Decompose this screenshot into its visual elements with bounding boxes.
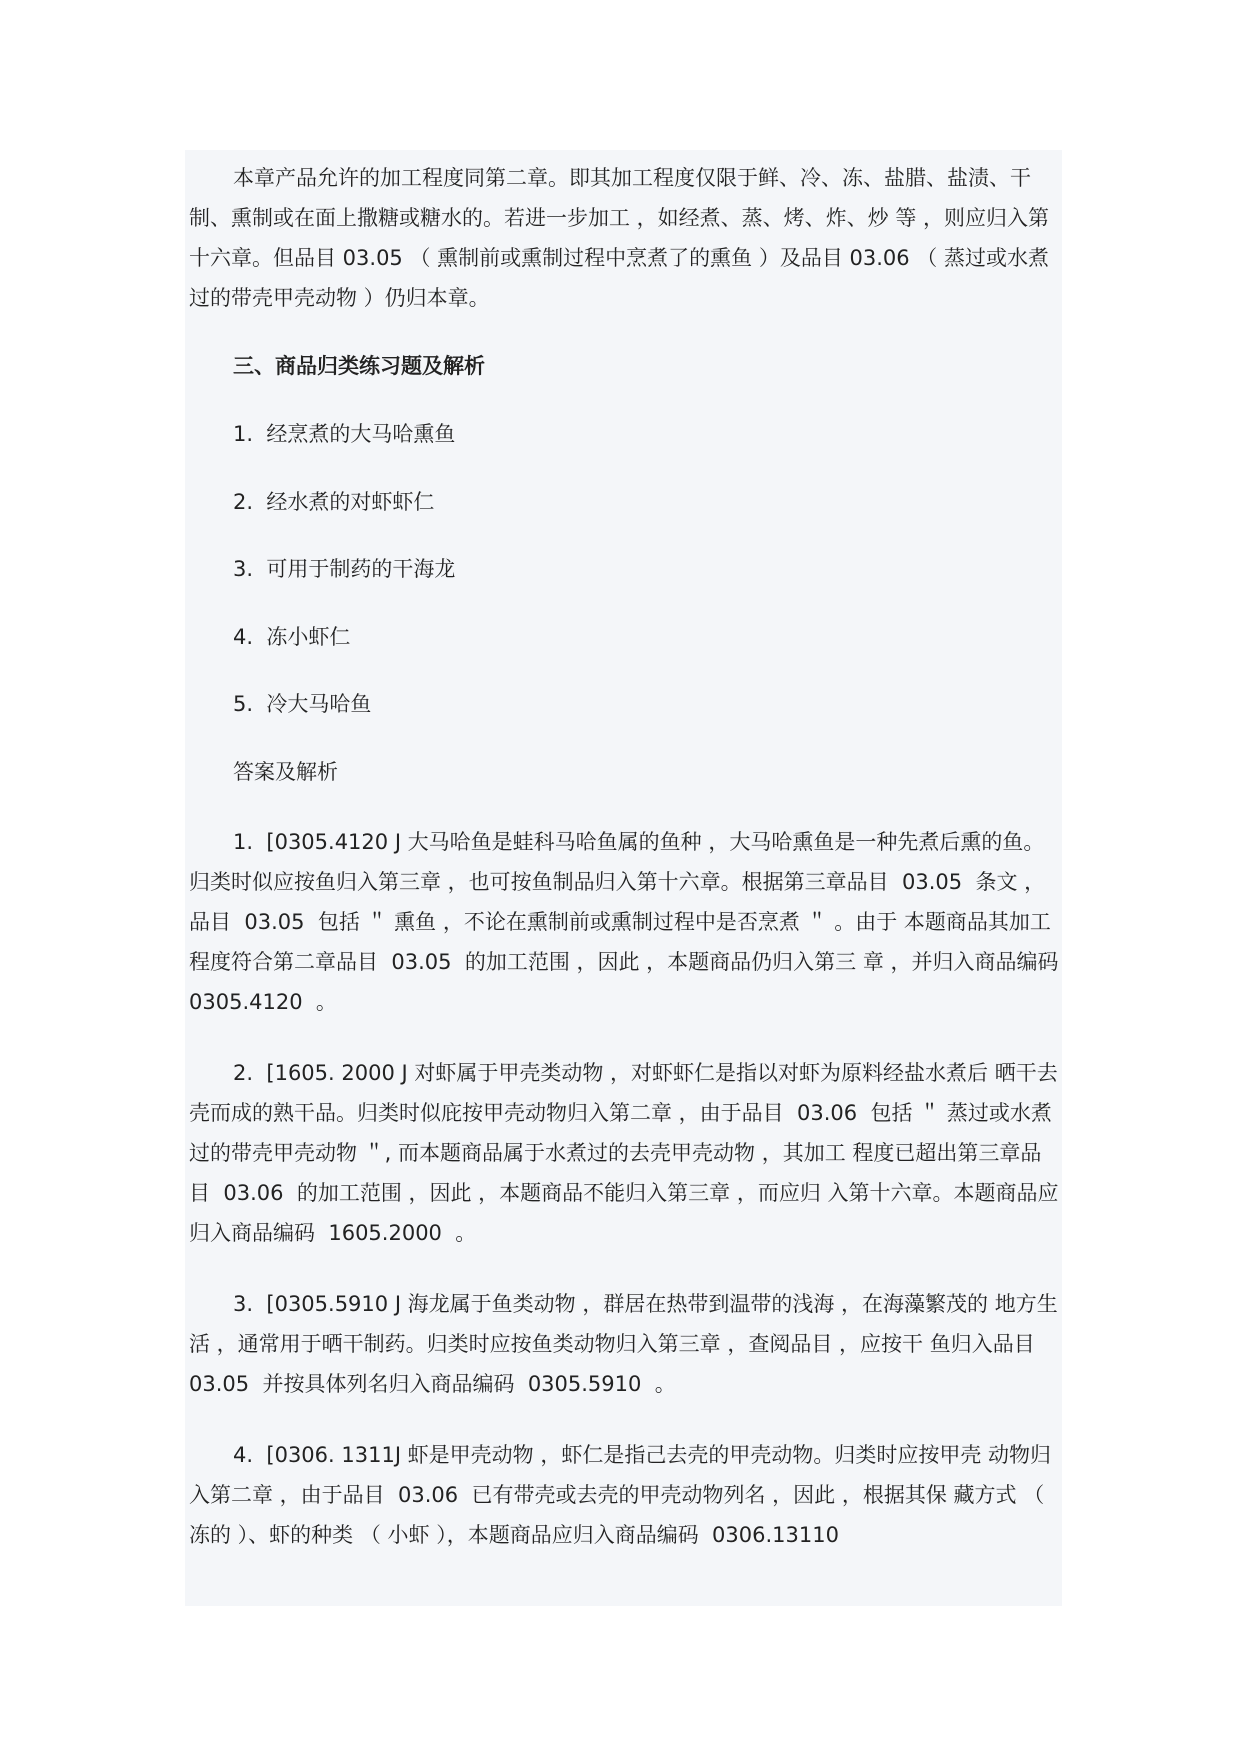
question-item: 4. 冻小虾仁: [233, 625, 351, 649]
answer-paragraph: 2. [1605. 2000 J 对虾属于甲壳类动物 ，对虾虾仁是指以对虾为原料经盐水煮后 晒干去壳而成的熟干品。归类时似庇按甲壳动物归入第二章 ，由于品目 03.06 包括 ＂ 蒸过或水煮过的带壳甲壳动物 ＂, 而本题商品属于水煮过的去壳甲壳动物 ，其加工 程度已超出第三章品目 03.06 的加工范围 ，因此 ，本题商品不能归入第三章 ，而应归 入第十六章。本题商品应归入商品编码 1605.2000 。: [189, 1061, 1059, 1245]
answer-paragraph: 3. [0305.5910 J 海龙属于鱼类动物 ，群居在热带到温带的浅海 ，在海藻繁茂的 地方生活 ，通常用于晒干制药。归类时应按鱼类动物归入第三章 ，查阅品目 ，应按干 鱼归入品目 03.05 并按具体列名归入商品编码 0305.5910 。: [189, 1292, 1058, 1396]
intro-paragraph: 本章产品允许的加工程度同第二章。即其加工程度仅限于鲜、冷、冻、盐腊、盐渍、干制、熏制或在面上撒糖或糖水的。若进一步加工 ，如经煮、蒸、烤、炸、炒 等 ，则应归入第十六章。但品目 03.05 （ 熏制前或熏制过程中烹煮了的熏鱼 ）及品目 03.06 （ 蒸过或水煮过的带壳甲壳动物 ）仍归本章。: [189, 166, 1050, 310]
question-item: 5. 冷大马哈鱼: [233, 692, 372, 716]
question-item: 1. 经烹煮的大马哈熏鱼: [233, 422, 456, 446]
answers-heading: 答案及解析: [233, 760, 338, 784]
answer-paragraph: 1. [0305.4120 J 大马哈鱼是蛙科马哈鱼属的鱼种 ，大马哈熏鱼是一种先煮后熏的鱼。归类时似应按鱼归入第三章 ，也可按鱼制品归入第十六章。根据第三章品目 03.05 条文 ，品目 03.05 包括 ＂ 熏鱼 ，不论在熏制前或熏制过程中是否烹煮 ＂ 。由于 本题商品其加工程度符合第二章品目 03.05 的加工范围 ，因此 ，本题商品仍归入第三 章 ，并归入商品编码 0305.4120 。: [189, 830, 1072, 1014]
answer-paragraph: 4. [0306. 1311J 虾是甲壳动物 ，虾仁是指己去壳的甲壳动物。归类时应按甲壳 动物归入第二章 ，由于品目 03.06 已有带壳或去壳的甲壳动物列名 ，因此 ，根据其保 藏方式 （ 冻的 ）、虾的种类 （ 小虾 ），本题商品应归入商品编码 0306.13110: [189, 1443, 1052, 1547]
question-item: 2. 经水煮的对虾虾仁: [233, 490, 435, 514]
section-heading: 三、商品归类练习题及解析: [233, 354, 485, 378]
question-item: 3. 可用于制药的干海龙: [233, 557, 456, 581]
document-body: [189, 158, 1072, 1555]
